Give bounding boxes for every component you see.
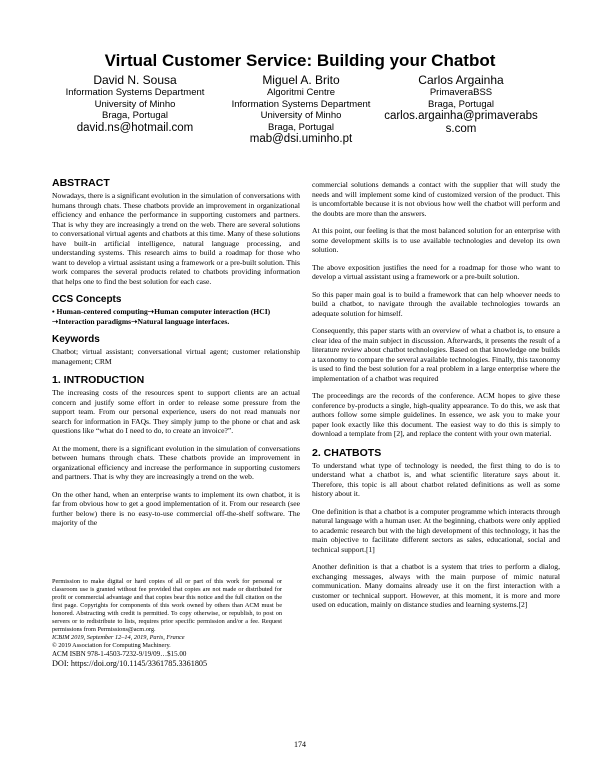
author-email[interactable]: david.ns@hotmail.com — [76, 121, 194, 134]
keywords-heading: Keywords — [52, 334, 100, 345]
intro-paragraph: Consequently, this paper starts with an overview of what a chatbot is, to ensure a clear idea of the main subject in discussion. Afterwards, it presents the result of a literature review about chatbot technologies. Based on that knowledge one builds a taxonomy to compare the several available technologies. Finally, this taxonomy is used to find the best solution for a real problem in a large enterprise where the implementation of a chatbot was required — [312, 326, 560, 383]
author-email[interactable]: carlos.argainha@primaverabss.com — [384, 110, 538, 135]
author-affiliation: University of Minho — [94, 98, 176, 110]
right-column — [312, 180, 560, 618]
intro-paragraph: On the other hand, when an enterprise wants to implement its own chatbot, it is far from obvious how to get a good implementation of it. From our research (see further below) there is no easy-to-use commercial off-the-shelf software. The majority of the — [52, 489, 300, 527]
author-affiliation: Braga, Portugal — [267, 121, 334, 133]
author-block — [50, 73, 220, 135]
author-block — [376, 73, 546, 136]
author-affiliation: Information Systems Department — [231, 98, 371, 110]
chatbots-heading: 2. CHATBOTS — [312, 446, 382, 459]
author-name: Carlos Argainha — [418, 73, 504, 87]
intro-paragraph: At the moment, there is a significant evolution in the simulation of conversations between humans through chats. These chatbots provide an improvement in organizational efficiency and increase the performance in supporting customers and partners. That is why they are increasingly a trend on the web. — [52, 443, 300, 481]
paper-title: Virtual Customer Service: Building your Chatbot — [104, 51, 496, 70]
copyright-notice: © 2019 Association for Computing Machinery. — [52, 642, 171, 649]
left-column — [52, 177, 300, 536]
intro-paragraph: commercial solutions demands a contact with the supplier that will study the needs and will implement some kind of customized version of the product. This is uncomfortable because it is not obvious how well the chatbot will perform and the doubts are more than the answers. — [312, 180, 560, 218]
ccs-text: • Human-centered computing➝Human computer interaction (HCI) ➝Interaction paradigms➝Natural language interfaces. — [52, 307, 271, 326]
author-name: Miguel A. Brito — [262, 73, 340, 87]
page-number: 174 — [294, 740, 306, 749]
intro-paragraph: The proceedings are the records of the conference. ACM hopes to give these conference by-products a single, high-quality appearance. To do this, we ask that authors follow some simple guidelines. In essence, we ask you to make your paper look exactly like this document. The easiest way to do this is simply to download a template from [2], and replace the content with your own material. — [312, 391, 560, 438]
author-affiliation: University of Minho — [260, 110, 342, 121]
intro-paragraph: So this paper main goal is to build a framework that can help whoever needs to build a chatbot, to navigate through the available technologies towards an adequate solution for himself. — [312, 289, 560, 318]
author-email[interactable]: mab@dsi.uminho.pt — [249, 133, 353, 145]
author-name: David N. Sousa — [93, 73, 177, 87]
conference-info: ICBIM 2019, September 12–14, 2019, Paris, France — [52, 634, 185, 641]
keywords-text: Chatbot; virtual assistant; conversational virtual agent; customer relationship management; CRM — [52, 347, 300, 366]
intro-paragraph: At this point, our feeling is that the most balanced solution for an enterprise with some development skills is to use available technologies and develop its own solution. — [312, 226, 560, 254]
abstract-text: Nowadays, there is a significant evolution in the simulation of conversations with humans through chats. These chatbots provide an improvement in organizational efficiency and enhance the performance in supporting customers and partners. That is why they are increasingly a trend on the web. There are several solutions to conversational virtual agents and chatbots at this time. Many of these solutions have built-in artificial intelligence, natural language processing, and understanding systems. This research aims to build a roadmap for those who want to develop a virtual assistant using a framework or a pre-built solution. This work compares the several products related to chatbots providing information that helps one to find the best solution for each case. — [52, 191, 301, 286]
author-affiliation: Braga, Portugal — [427, 98, 494, 110]
chatbots-paragraph: One definition is that a chatbot is a computer programme which interacts through natural language with a human user. At the beginning, chatbots were only applied to academic research but with the high development of this technology, it has the main objective to facilitate different sectors as sales, educational, social and technical support.[1] — [312, 506, 560, 554]
author-block — [216, 73, 386, 146]
permission-text: Permission to make digital or hard copies of all or part of this work for personal or classroom use is granted without fee provided that copies are not made or distributed for profit or commercial advantage and that copies bear this notice and the full citation on the first page. Copyrights for components of this work owned by others than ACM must be honored. Abstracting with credit is permitted. To copy otherwise, or republish, to post on servers or to redistribute to lists, requires prior specific permission and/or a fee. Request permissions from Permissions@acm.org. — [52, 578, 282, 633]
isbn: ACM ISBN 978-1-4503-7232-9/19/09…$15.00 — [52, 650, 187, 658]
permission-block — [52, 578, 282, 669]
ccs-heading: CCS Concepts — [52, 294, 122, 305]
chatbots-paragraph: Another definition is that a chatbot is a system that tries to perform a dialog, exchanging messages, always with the main purpose of mimic natural communication. Many domains already use it on the first interaction with a customer or technical support. However, at this moment, it is more and more used on education, mainly on distance studies and learning systems.[2] — [312, 562, 560, 609]
author-affiliation: PrimaveraBSS — [429, 87, 493, 98]
introduction-heading: 1. INTRODUCTION — [52, 374, 145, 386]
author-affiliation: Algoritmi Centre — [266, 87, 336, 98]
intro-paragraph: The above exposition justifies the need for a roadmap for those who want to develop a virtual assistant using a framework or a pre-built solution. — [312, 262, 560, 281]
doi-link[interactable]: DOI: https://doi.org/10.1145/3361785.3361805 — [52, 659, 208, 668]
author-affiliation: Braga, Portugal — [101, 110, 168, 121]
intro-paragraph: The increasing costs of the resources spent to support clients are an actual concern and justify some effort in order to release some pressure from the support team. From our personal experience, users do not read manuals nor search for information in FAQs. They simply jump to the phone or chat and ask questions like “what do I need to do, to create an invoice?”. — [52, 388, 300, 435]
author-affiliation: Information Systems Department — [65, 87, 205, 98]
chatbots-paragraph: To understand what type of technology is needed, the first thing to do is to understand what a chatbot is, and what scientific literature says about it. Therefore, this topic is all about chatbot related definitions as well as some history about it. — [312, 460, 560, 498]
abstract-heading: ABSTRACT — [52, 177, 110, 189]
